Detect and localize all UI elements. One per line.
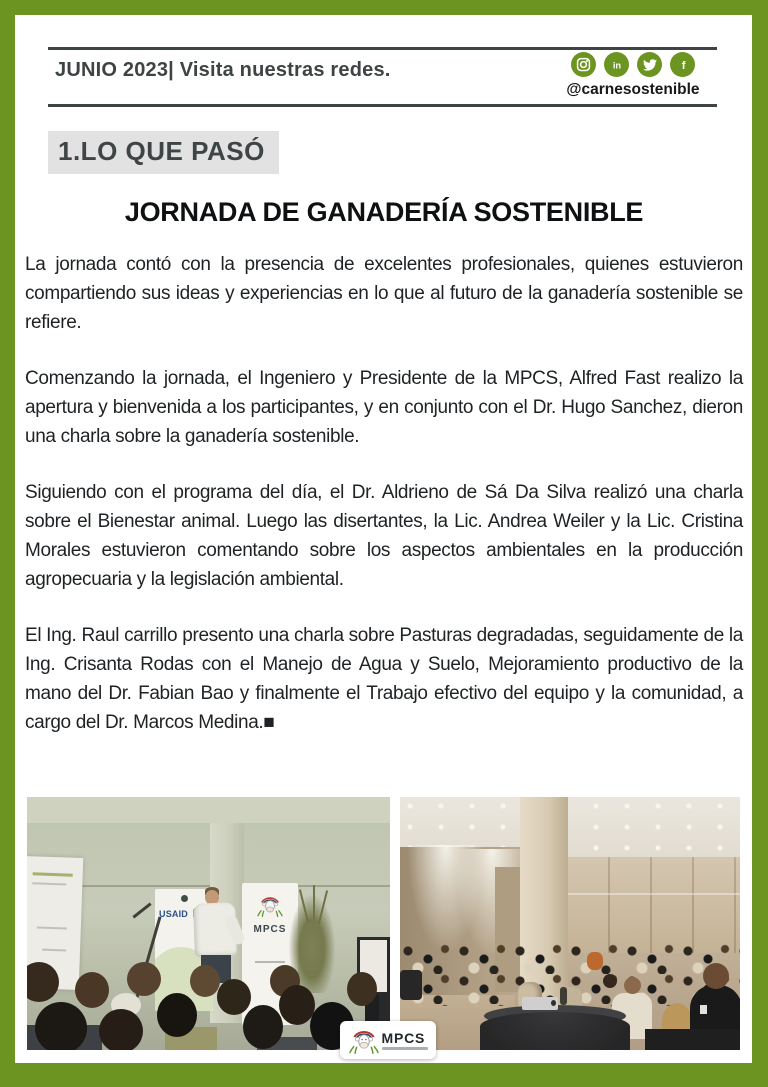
audience-head xyxy=(35,1002,87,1050)
name-badge xyxy=(700,1005,707,1014)
facebook-icon[interactable] xyxy=(670,52,695,77)
audience-member xyxy=(587,952,603,970)
projector-lens xyxy=(551,1000,556,1006)
paragraph-2: Comenzando la jornada, el Ingeniero y Presidente de la MPCS, Alfred Fast realizo la apertura y bienvenida a los participantes, y en conjunto con el Dr. Hugo Sanchez, dieron una charla sobre la ganadería sostenible. xyxy=(25,368,743,447)
usaid-banner xyxy=(155,889,213,1011)
room-pillar xyxy=(520,797,568,1009)
audience-member xyxy=(690,985,740,1037)
svg-text:f: f xyxy=(681,59,686,72)
mpcs-cow-logo xyxy=(349,1026,379,1054)
microphone xyxy=(132,903,151,919)
banner-graphic xyxy=(155,947,213,1011)
chair xyxy=(518,982,542,1026)
banner-tagline-bar xyxy=(255,961,285,963)
mpcs-logo-text: MPCS xyxy=(381,1029,426,1046)
wall-rail xyxy=(27,885,390,887)
svg-text:in: in xyxy=(612,59,621,70)
header-bottom-rule xyxy=(48,104,717,107)
empty-chair xyxy=(111,993,141,1017)
audience-head xyxy=(190,965,220,997)
usaid-logo-text: USAID xyxy=(159,909,189,919)
article-body xyxy=(25,250,743,764)
photo-ceiling xyxy=(27,797,390,823)
speaker-arm xyxy=(224,914,246,946)
audience-crowd xyxy=(400,944,740,1006)
paragraph-3: Siguiendo con el programa del día, el Dr. Aldrieno de Sá Da Silva realizó una charla sobre el Bienestar animal. Luego las disertantes, la Lic. Andrea Weiler y la Lic. Cristina Morales estuvieron comentando sobre los aspectos ambientales en la producción agropecuaria y la legislación ambiental. xyxy=(25,482,743,590)
audience-head xyxy=(217,979,251,1015)
mpcs-cow-logo-small xyxy=(257,893,283,917)
article-title: JORNADA DE GANADERÍA SOSTENIBLE xyxy=(124,197,644,227)
audience-head xyxy=(270,965,300,997)
section-label: 1.LO QUE PASÓ xyxy=(48,131,279,174)
instagram-icon[interactable] xyxy=(571,52,596,77)
audience-head xyxy=(243,1005,283,1049)
speaker-head xyxy=(205,890,219,905)
audience-head xyxy=(603,974,617,988)
projector xyxy=(522,997,558,1010)
bottle xyxy=(560,987,567,1005)
ottoman xyxy=(400,970,422,1000)
audience-shoulders xyxy=(257,1037,317,1050)
audience-member xyxy=(612,993,652,1039)
audience-shoulders xyxy=(27,1025,102,1050)
speaker-shirt xyxy=(193,902,237,957)
right-photo xyxy=(400,797,740,1050)
audience-head xyxy=(127,962,161,996)
chair xyxy=(560,987,582,1025)
mpcs-banner xyxy=(242,883,298,1025)
back-wall xyxy=(568,857,740,953)
paragraph-4: El Ing. Raul carrillo presento una charla sobre Pasturas degradadas, seguidamente de la Ing. Crisanta Rodas con el Manejo de Agua y Suelo, Mejoramiento productivo de la mano del Dr. Fabian Bao y finalmente el Trabajo efectivo del equipo y la comunidad, a cargo del Dr. Marcos Medina.■ xyxy=(25,625,743,733)
tv-stand xyxy=(365,995,383,1021)
speaker-pants xyxy=(201,955,231,983)
audience-head xyxy=(703,963,729,989)
paragraph-1: La jornada contó con la presencia de excelentes profesionales, quienes estuvieron compartiendo sus ideas y experiencias en lo que al futuro de la ganadería sostenible se refiere. xyxy=(25,254,743,333)
tv-screen xyxy=(357,937,390,995)
microphone-stand xyxy=(132,916,162,1011)
left-photo xyxy=(27,797,390,1050)
photo-ceiling xyxy=(400,797,740,909)
audience-shoulders xyxy=(165,1027,217,1050)
wall-pillar xyxy=(210,823,244,1023)
table-top xyxy=(484,1005,626,1027)
wall-section xyxy=(495,867,525,992)
alianza-logo xyxy=(193,908,208,919)
audience-head xyxy=(347,972,377,1006)
audience-member xyxy=(662,1003,692,1039)
audience-head xyxy=(27,962,59,1002)
audience-head xyxy=(279,985,315,1025)
projection-screen xyxy=(27,856,83,990)
audience-head xyxy=(75,972,109,1008)
social-icons-row xyxy=(571,52,695,77)
audience-head xyxy=(157,993,197,1037)
round-table xyxy=(480,1012,630,1050)
linkedin-icon[interactable] xyxy=(604,52,629,77)
mpcs-logo xyxy=(340,1021,436,1059)
left-wall xyxy=(400,847,522,999)
speaker-hair xyxy=(205,887,219,895)
audience-head xyxy=(624,977,641,994)
banner-emblem xyxy=(181,895,188,902)
social-block xyxy=(558,52,708,99)
audience-head xyxy=(99,1009,143,1050)
header-top-rule xyxy=(48,47,717,50)
social-handle: @carnesostenible xyxy=(566,81,700,98)
wall-light xyxy=(452,849,532,961)
wall-light xyxy=(406,845,486,957)
masthead: JUNIO 2023| Visita nuestras redes. xyxy=(55,59,391,81)
plant xyxy=(289,895,335,993)
twitter-icon[interactable] xyxy=(637,52,662,77)
mpcs-banner-text: MPCS xyxy=(253,924,287,935)
mpcs-logo-tagline xyxy=(382,1047,428,1050)
seating-back xyxy=(645,1029,740,1050)
